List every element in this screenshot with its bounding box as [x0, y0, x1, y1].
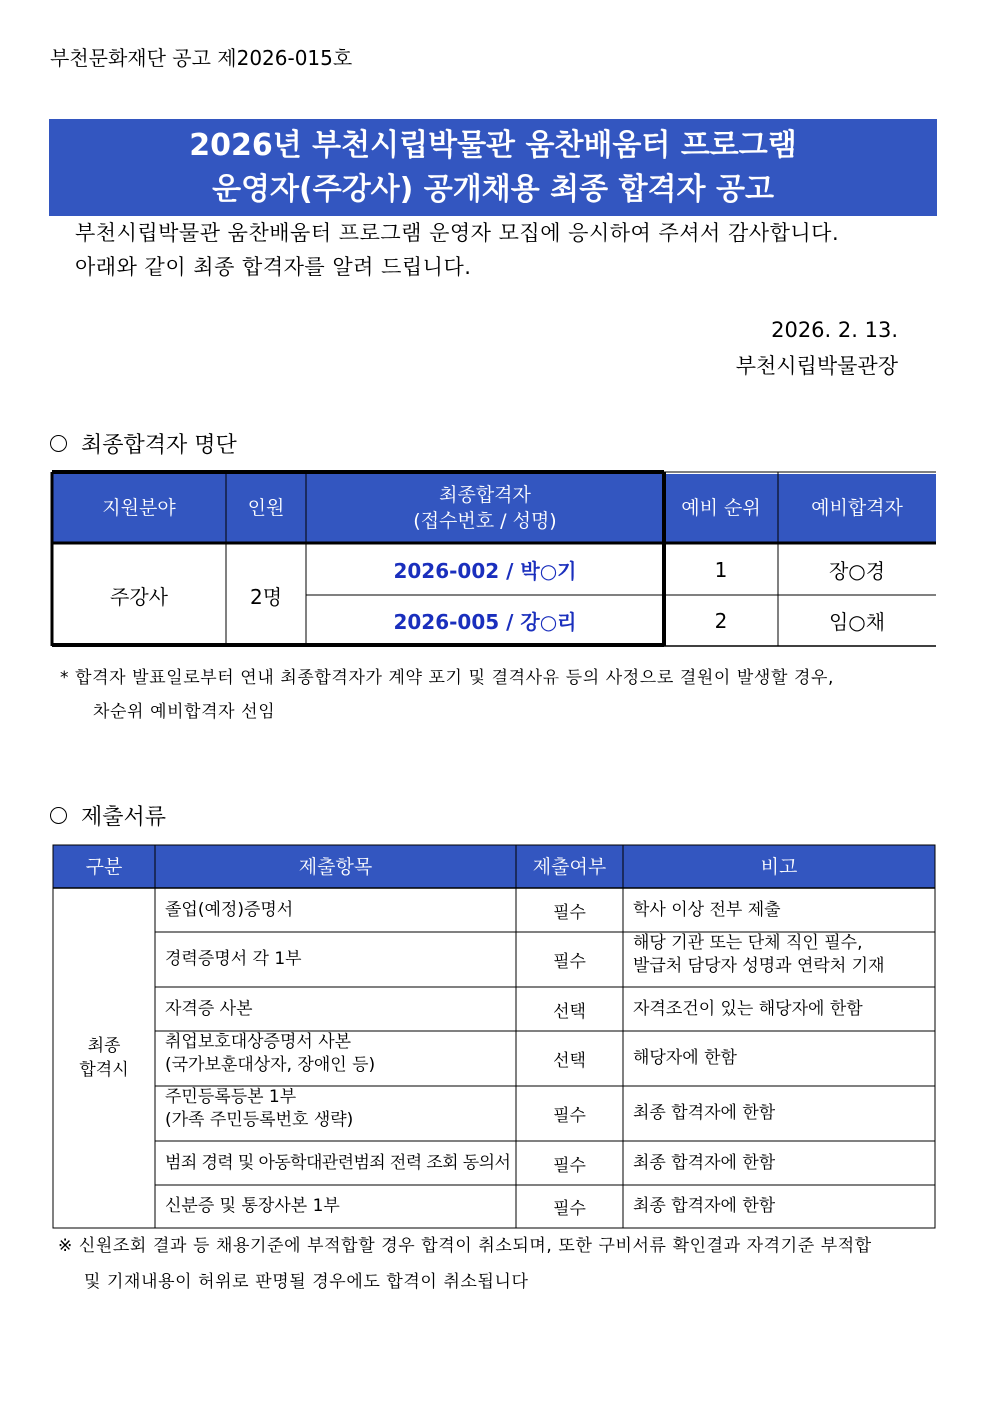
- doc-item: 자격증 사본: [165, 998, 253, 1019]
- notice-date: 2026. 2. 13.: [771, 318, 898, 342]
- header-field: 지원분야: [52, 474, 226, 542]
- notice-number: 부천문화재단 공고 제2026-015호: [50, 46, 353, 70]
- finalist-note-line-2: 차순위 예비합격자 선임: [93, 702, 276, 722]
- section-finalists-label: 최종합격자 명단: [81, 433, 237, 458]
- doc-required: 필수: [553, 1155, 586, 1176]
- documents-footnote: [58, 1228, 872, 1300]
- doc-required: 선택: [553, 1001, 586, 1022]
- doc-remark: 해당 기관 또는 단체 직인 필수, 발급처 담당자 성명과 연락처 기재: [633, 933, 885, 976]
- finalist-note-line-1: * 합격자 발표일로부터 연내 최종합격자가 계약 포기 및 결격사유 등의 사정으로 결원이 발생할 경우,: [60, 668, 835, 688]
- doc-item: 졸업(예정)증명서: [165, 899, 294, 920]
- doc-required: 필수: [553, 902, 586, 923]
- doc-item: 경력증명서 각 1부: [165, 949, 302, 969]
- doc-required: 선택: [553, 1051, 586, 1071]
- doc-header-remark: 비고: [623, 845, 935, 888]
- doc-item: 범죄 경력 및 아동학대관련범죄 전력 조회 동의서: [165, 1152, 511, 1173]
- reserve-rank-2: 2: [714, 608, 728, 633]
- doc-category: 최종 합격시: [79, 1036, 129, 1080]
- footnote-line-1: ※ 신원조회 결과 등 채용기준에 부적합할 경우 합격이 취소되며, 또한 구비서류 확인결과 자격기준 부적합: [58, 1236, 872, 1256]
- doc-remark: 최종 합격자에 한함: [633, 1103, 776, 1123]
- reserve-1: 장○경: [828, 559, 886, 583]
- doc-item: 신분증 및 통장사본 1부: [165, 1196, 340, 1216]
- doc-item: 주민등록등본 1부 (가족 주민등록번호 생략): [165, 1087, 354, 1130]
- field-value: 주강사: [110, 584, 168, 609]
- header-finalist: 최종합격자 (접수번호 / 성명): [306, 474, 664, 542]
- intro-line-2: 아래와 같이 최종 합격자를 알려 드립니다.: [75, 255, 472, 279]
- finalist-2: 2026-005 / 강○리: [393, 610, 577, 634]
- header-reserve-rank: 예비 순위: [664, 474, 778, 542]
- reserve-rank-1: 1: [714, 557, 728, 582]
- doc-required: 필수: [553, 1199, 586, 1219]
- header-reserve: 예비합격자: [778, 474, 936, 542]
- issuer: 부천시립박물관장: [735, 354, 898, 378]
- doc-remark: 최종 합격자에 한함: [633, 1152, 776, 1173]
- doc-header-required: 제출여부: [516, 845, 623, 888]
- doc-required: 필수: [553, 952, 586, 972]
- header-count: 인원: [226, 474, 306, 542]
- doc-remark: 최종 합격자에 한함: [633, 1196, 776, 1216]
- title-line-1: 2026년 부천시립박물관 움찬배움터 프로그램: [189, 128, 797, 163]
- doc-remark: 자격조건이 있는 해당자에 한함: [633, 998, 863, 1019]
- section-documents-label: 제출서류: [81, 805, 167, 830]
- count-value: 2명: [249, 584, 283, 609]
- doc-required: 필수: [553, 1106, 586, 1126]
- finalist-1: 2026-002 / 박○기: [393, 559, 577, 583]
- intro-line-1: 부천시립박물관 움찬배움터 프로그램 운영자 모집에 응시하여 주셔서 감사합니다.: [75, 221, 840, 245]
- title-line-2: 운영자(주강사) 공개채용 최종 합격자 공고: [212, 172, 774, 207]
- doc-remark: 학사 이상 전부 제출: [633, 899, 781, 920]
- doc-item: 취업보호대상증명서 사본 (국가보훈대상자, 장애인 등): [165, 1032, 376, 1075]
- doc-header-category: 구분: [53, 845, 155, 888]
- doc-header-item: 제출항목: [155, 845, 516, 888]
- reserve-2: 임○채: [828, 610, 886, 634]
- footnote-line-2: 및 기재내용이 허위로 판명될 경우에도 합격이 취소됩니다: [84, 1272, 529, 1292]
- doc-remark: 해당자에 한함: [633, 1048, 737, 1068]
